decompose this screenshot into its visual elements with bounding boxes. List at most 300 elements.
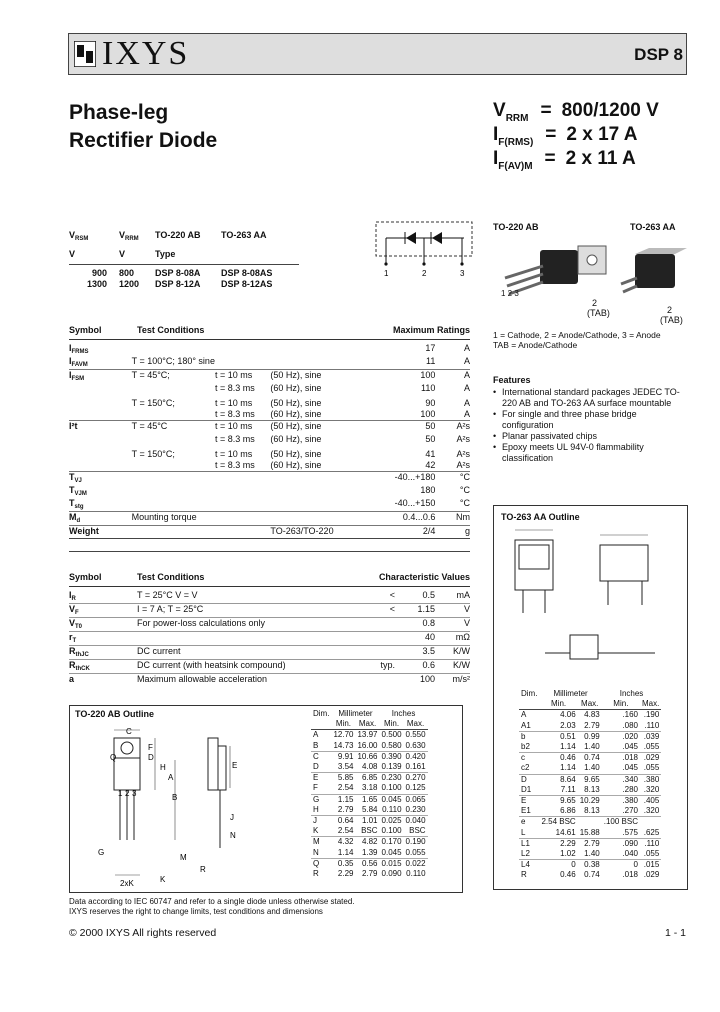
outline-label: 2 <box>125 789 130 798</box>
key-sub: F(RMS) <box>498 137 534 148</box>
max-unit: °C <box>459 485 470 495</box>
dim-cell: 0.045 <box>381 847 402 857</box>
sym-sub: stg <box>74 504 84 510</box>
max-symbol <box>69 460 132 472</box>
max-cond <box>132 526 215 540</box>
dim-cell: 4.06 <box>560 710 576 720</box>
max-cond: T = 100°C; 180° sine <box>131 356 215 366</box>
max-cond: T = 45°C <box>131 421 168 431</box>
cell: DSP 8-12A <box>155 279 201 289</box>
dim-cell: M <box>313 837 320 847</box>
max-cond: (60 Hz), sine <box>270 409 322 419</box>
max-unit: A²s <box>456 434 470 444</box>
dim-sub <box>311 719 428 730</box>
title-line-2: Rectifier Diode <box>69 129 218 152</box>
dim-cell: .625 <box>643 827 660 837</box>
dim-cell: L4 <box>521 860 530 870</box>
dim-cell: 2.29 <box>337 869 354 879</box>
max-cond <box>270 485 361 498</box>
max-h-symbol: Symbol <box>69 325 102 335</box>
char-qual: typ. <box>380 660 395 670</box>
dim-cell: 0.230 <box>381 773 402 783</box>
dim-cell: 0.550 <box>405 730 426 740</box>
dim-cell: 1.02 <box>560 849 576 859</box>
dim-cell: B <box>313 740 319 750</box>
dim-cell: 4.82 <box>361 837 378 847</box>
max-cond: TO-263/TO-220 <box>270 526 334 536</box>
th: V <box>119 249 126 259</box>
key-val: 800/1200 V <box>561 100 659 121</box>
dim-cell: L1 <box>521 838 530 848</box>
dim-cell: 8.64 <box>560 774 576 784</box>
char-h-values: Characteristic Values <box>378 572 470 582</box>
max-cond: t = 10 ms <box>214 449 253 459</box>
dim-row <box>311 751 428 762</box>
key-sym: I <box>493 124 499 145</box>
dim-row <box>311 762 428 773</box>
max-cond: (50 Hz), sine <box>270 370 322 380</box>
sym-sub: F <box>75 610 79 616</box>
max-row <box>69 434 470 445</box>
char-value: 100 <box>419 674 435 684</box>
char-symbol <box>69 604 137 618</box>
dim-cell: 0 <box>571 860 576 870</box>
max-row <box>69 383 470 394</box>
char-value: 0.6 <box>422 660 435 670</box>
dim-cell: .380 <box>643 774 660 784</box>
dim-cell: J <box>313 816 317 826</box>
char-unit: V <box>463 618 470 628</box>
dim-cell: .280 <box>622 784 638 794</box>
dim-row <box>519 753 661 764</box>
feature-item: • For single and three phase bridge configuration <box>493 409 688 431</box>
sym: Weight <box>69 526 99 536</box>
dim-row <box>311 773 428 784</box>
max-row <box>69 421 470 435</box>
char-row <box>69 674 470 688</box>
sym-sub: FRMS <box>71 349 89 355</box>
dim-cell: 2.79 <box>337 804 354 814</box>
dim-row <box>519 721 661 732</box>
max-cond: t = 10 ms <box>214 370 253 380</box>
dim-h: Millimeter <box>553 689 588 698</box>
pkg-pin2-263: 2 <box>667 305 673 315</box>
sym: I <box>69 590 72 600</box>
key-sym: I <box>493 148 499 169</box>
max-row <box>69 343 470 356</box>
char-row <box>69 590 470 604</box>
dim-h: Min. <box>613 699 629 709</box>
dim-cell: 5.85 <box>337 773 354 783</box>
dim-cell: 2.54 <box>337 826 354 836</box>
dim-cell: 0.025 <box>381 816 402 826</box>
max-value: 41 <box>425 449 436 459</box>
dim-cell: 10.66 <box>357 751 378 761</box>
dim-cell: L <box>521 827 526 837</box>
max-cond <box>132 343 215 356</box>
char-cond: DC current (with heatsink compound) <box>137 660 286 670</box>
type-header-1 <box>69 230 272 243</box>
max-row <box>69 526 470 540</box>
max-value: 180 <box>420 485 436 495</box>
char-cond: T = 25°C V = V <box>137 590 198 600</box>
dim-cell: E <box>521 796 527 806</box>
dim-row <box>519 806 661 817</box>
dim-cell: .340 <box>622 774 638 784</box>
page-title <box>69 99 217 155</box>
sym: M <box>69 512 77 522</box>
max-cond <box>215 356 270 370</box>
dim-cell: 2.54 BSC <box>541 817 576 827</box>
sym: I²t <box>69 421 78 431</box>
dim-row <box>311 858 428 869</box>
dim-cell: F <box>313 783 318 793</box>
char-value: 1.15 <box>417 604 435 614</box>
cell: 800 <box>119 268 135 278</box>
dim-cell: 8.13 <box>584 806 600 816</box>
max-symbol <box>69 526 132 540</box>
to220-outline-title: TO-220 AB Outline <box>75 709 155 719</box>
outline-label: M <box>180 853 187 862</box>
outline-label: K <box>160 875 166 884</box>
dim-cell: 1.14 <box>560 763 576 773</box>
dim-cell: 1.40 <box>584 849 600 859</box>
max-cond: Mounting torque <box>131 512 197 522</box>
max-cond: t = 8.3 ms <box>214 434 255 444</box>
dim-cell: 0.420 <box>405 751 426 761</box>
dim-cell: 0 <box>633 860 638 870</box>
max-unit: A <box>463 409 470 419</box>
dim-cell: 1.65 <box>361 794 378 804</box>
dim-row <box>311 869 428 879</box>
pkg-left-label: TO-220 AB <box>493 222 539 232</box>
max-cond <box>270 498 361 512</box>
max-cond <box>215 485 270 498</box>
max-row <box>69 370 470 384</box>
dim-cell: 4.08 <box>361 762 378 772</box>
max-symbol <box>69 370 132 384</box>
features-section <box>493 375 688 464</box>
max-row <box>69 460 470 472</box>
dim-cell: 0.040 <box>405 816 426 826</box>
max-symbol <box>69 421 132 435</box>
max-cond <box>132 383 215 394</box>
char-qual: < <box>389 604 395 614</box>
footer-note-1: Data according to IEC 60747 and refer to a single diode unless otherwise stated. <box>69 897 355 906</box>
sym: I <box>69 356 72 366</box>
char-symbol <box>69 674 137 688</box>
dim-row <box>519 785 661 796</box>
max-row <box>69 472 470 486</box>
dim-cell: K <box>313 826 319 836</box>
max-cond: (60 Hz), sine <box>270 434 322 444</box>
dim-cell: 0.74 <box>584 753 600 763</box>
char-cond: For power-loss calculations only <box>137 618 266 628</box>
sym: V <box>69 604 76 614</box>
sym-sub: T <box>72 638 77 644</box>
max-cond: T = 45°C; <box>131 370 170 380</box>
max-unit: °C <box>459 472 470 482</box>
th: V <box>69 249 76 259</box>
sym: r <box>69 632 73 642</box>
dim-cell: 1.15 <box>337 794 354 804</box>
dim-cell: R <box>313 869 319 879</box>
to263-outline-title: TO-263 AA Outline <box>501 512 580 522</box>
max-cond <box>215 498 270 512</box>
max-cond: t = 10 ms <box>214 398 253 408</box>
char-unit: mΩ <box>455 632 470 642</box>
circuit-schematic <box>372 220 482 280</box>
key-sym: V <box>493 100 506 121</box>
max-row <box>69 409 470 421</box>
dim-cell: 2.79 <box>361 869 378 879</box>
dim-cell: A <box>521 710 527 720</box>
pkg-pin2: 2 <box>592 298 598 308</box>
sym-sub: thJC <box>75 652 89 658</box>
max-symbol <box>69 498 132 512</box>
dim-cell: .029 <box>643 870 660 880</box>
dim-cell: .380 <box>622 796 638 806</box>
dim-row <box>311 794 428 805</box>
key-eq: = <box>544 148 556 169</box>
dim-cell: 0.110 <box>382 804 402 814</box>
sym: V <box>69 618 76 628</box>
sym: R <box>69 660 76 670</box>
th: V <box>69 230 76 240</box>
max-value: 11 <box>426 356 436 366</box>
char-qual <box>325 674 395 688</box>
part-number: DSP 8 <box>634 45 683 64</box>
sym: R <box>69 646 76 656</box>
char-row <box>69 604 470 618</box>
dim-cell: 10.29 <box>579 796 600 806</box>
dim-cell: 0.065 <box>405 794 426 804</box>
max-cond <box>215 343 270 356</box>
dim-cell: 0.51 <box>560 731 576 741</box>
dim-cell: 0.090 <box>381 869 402 879</box>
max-cond <box>132 409 215 421</box>
dim-h: Dim. <box>521 689 538 698</box>
dim-row <box>519 796 661 807</box>
max-row <box>69 512 470 526</box>
dim-row <box>519 763 661 774</box>
dim-cell: b <box>521 731 526 741</box>
dim-cell: D <box>521 774 527 784</box>
th-sub: RSM <box>75 236 89 242</box>
char-unit: K/W <box>453 646 470 656</box>
dim-row <box>519 742 661 753</box>
dim-cell: G <box>313 794 320 804</box>
sym: I <box>69 370 72 380</box>
outline-label: G <box>98 848 105 857</box>
char-qual <box>325 646 395 660</box>
cell: DSP 8-08AS <box>221 268 273 278</box>
dim-cell: R <box>521 870 527 880</box>
max-value: 42 <box>425 460 436 470</box>
dim-cell: .018 <box>622 753 638 763</box>
sym-sub: thCK <box>75 666 90 672</box>
type-table <box>69 230 272 290</box>
dim-cell: 9.65 <box>560 796 576 806</box>
sym-sub: d <box>76 518 81 524</box>
dim-cell: 13.97 <box>357 730 378 740</box>
dim-cell: .320 <box>643 784 660 794</box>
dim-cell: 9.91 <box>337 751 354 761</box>
max-value: 100 <box>420 409 436 419</box>
th: V <box>119 230 126 240</box>
dim-cell: 0.390 <box>381 751 402 761</box>
dim-cell: 16.00 <box>357 740 378 750</box>
char-value: 0.5 <box>422 590 435 600</box>
dim-cell: .055 <box>643 849 660 859</box>
key-eq: = <box>540 100 552 121</box>
dim-cell: 0.270 <box>405 773 426 783</box>
dim-h: Dim. <box>313 709 330 718</box>
dim-row <box>311 816 428 827</box>
dim-cell: .045 <box>622 763 638 773</box>
dim-cell: .575 <box>622 827 638 837</box>
max-cond: (50 Hz), sine <box>270 449 322 459</box>
dim-cell: Q <box>313 858 320 868</box>
dim-cell: 8.13 <box>584 784 600 794</box>
to263-dim-table <box>519 689 661 881</box>
page-number: 1 - 1 <box>664 927 686 939</box>
max-unit: A <box>463 356 470 366</box>
max-symbol <box>69 472 132 486</box>
dim-cell: 0.580 <box>381 740 402 750</box>
char-cond: I = 7 A; T = 25°C <box>137 604 204 614</box>
max-cond <box>132 434 215 445</box>
dim-cell: H <box>313 804 319 814</box>
char-cond: DC current <box>137 646 181 656</box>
dim-row <box>519 860 661 871</box>
max-cond: (50 Hz), sine <box>270 421 322 431</box>
max-value: 100 <box>420 370 436 380</box>
dim-cell: 0.35 <box>337 858 354 868</box>
char-value: 40 <box>424 632 435 642</box>
dim-h: Max. <box>641 699 660 709</box>
dim-cell: 2.29 <box>560 838 576 848</box>
max-cond: (60 Hz), sine <box>270 460 322 470</box>
max-unit: A <box>463 383 470 393</box>
pin-label: 1 <box>384 269 389 278</box>
max-unit: A²s <box>456 460 470 470</box>
pin-label: 3 <box>460 269 465 278</box>
key-sub: RRM <box>505 113 529 124</box>
dim-sub <box>519 699 661 710</box>
dim-cell: 0.230 <box>405 804 426 814</box>
char-qual <box>325 618 395 632</box>
dim-cell: .015 <box>643 860 660 870</box>
dim-cell: 0.56 <box>361 858 378 868</box>
dim-cell: 6.86 <box>560 806 576 816</box>
dim-cell: .270 <box>622 806 638 816</box>
max-unit: A²s <box>456 421 470 431</box>
outline-label: D <box>148 753 154 762</box>
char-unit: mA <box>456 590 470 600</box>
dim-cell: .039 <box>643 731 660 741</box>
max-unit: A <box>463 370 470 380</box>
max-value: 17 <box>425 343 436 353</box>
dim-cell: 0.64 <box>337 816 354 826</box>
outline-label: R <box>200 865 206 874</box>
key-rating-vrrm <box>493 100 659 122</box>
dim-row <box>311 837 428 848</box>
dim-cell: 15.88 <box>579 827 600 837</box>
cell: 1200 <box>119 279 140 289</box>
max-row <box>69 445 470 460</box>
outline-label: Q <box>110 753 117 762</box>
char-symbol <box>69 646 137 660</box>
sym: T <box>69 472 75 482</box>
dim-cell: 0.38 <box>584 860 600 870</box>
outline-label: C <box>126 727 132 736</box>
sym: I <box>69 343 72 353</box>
max-cond: (60 Hz), sine <box>270 383 322 393</box>
char-cond: Maximum allowable acceleration <box>137 674 268 684</box>
dim-row <box>311 730 428 741</box>
th-sub: RRM <box>125 236 139 242</box>
key-val: 2 x 11 A <box>565 148 636 169</box>
dim-cell: D <box>313 762 319 772</box>
dim-cell: 0.139 <box>381 762 402 772</box>
sym: T <box>69 485 75 495</box>
max-row <box>69 485 470 498</box>
max-value: -40...+150 <box>394 498 436 508</box>
char-unit: m/s² <box>452 674 470 684</box>
max-cond <box>270 343 361 356</box>
max-cond: T = 150°C; <box>131 398 175 408</box>
char-cond <box>137 632 325 646</box>
outline-label: H <box>160 763 166 772</box>
outline-label: 3 <box>132 789 137 798</box>
outline-label: 1 <box>118 789 123 798</box>
dim-cell: E1 <box>521 806 531 816</box>
key-rating-ifavm <box>493 148 636 170</box>
dim-cell: 3.54 <box>337 762 354 772</box>
dim-cell: .040 <box>622 849 638 859</box>
dim-cell: 0.46 <box>560 870 576 880</box>
max-cond: t = 8.3 ms <box>214 460 255 470</box>
dim-h: Min. <box>383 719 400 729</box>
dim-cell: 2.79 <box>584 720 600 730</box>
max-value: 50 <box>425 434 436 444</box>
type-row <box>69 260 272 279</box>
dim-head <box>519 689 661 699</box>
max-cond <box>270 472 361 486</box>
max-symbol <box>69 356 132 370</box>
dim-row <box>311 848 428 859</box>
pin-label: 2 <box>422 269 427 278</box>
th: Type <box>155 249 176 259</box>
max-cond <box>215 512 270 526</box>
outline-label: J <box>230 813 234 822</box>
dim-cell: 0.100 <box>381 783 402 793</box>
dim-cell: .055 <box>643 742 660 752</box>
sym: a <box>69 674 75 684</box>
dim-cell: .018 <box>622 870 638 880</box>
max-cond: t = 8.3 ms <box>214 409 255 419</box>
feature-item: • International standard packages JEDEC TO-220 AB and TO-263 AA surface mountable <box>493 387 688 409</box>
th: TO-220 AB <box>155 230 201 240</box>
type-row <box>69 279 272 290</box>
dim-cell: N <box>313 847 319 857</box>
dim-cell: C <box>313 751 319 761</box>
dim-cell: .029 <box>643 753 660 763</box>
th: TO-263 AA <box>221 230 267 240</box>
dim-h: Min. <box>335 719 352 729</box>
type-header-2 <box>69 243 272 260</box>
